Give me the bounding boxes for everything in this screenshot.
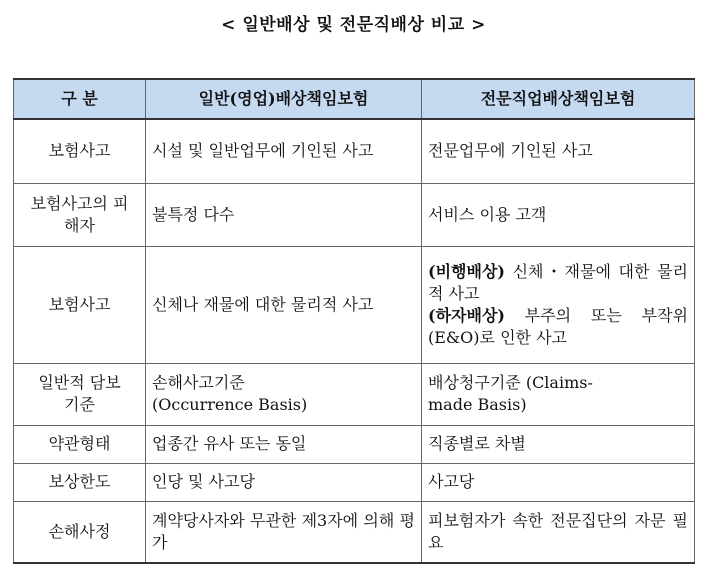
header-general-liability: 일반(영업)배상책임보험	[146, 79, 422, 119]
row-category	[14, 363, 146, 425]
row-professional: 직종별로 차별	[422, 425, 695, 463]
row-professional	[422, 246, 695, 363]
row-category: 보험사고	[14, 119, 146, 183]
row-category-text: 일반적 담보기준	[38, 373, 121, 414]
damage-type-text: 신체・재물에 대한 물리적 사고	[428, 261, 688, 303]
damage-type-label: (비행배상)	[428, 261, 505, 281]
table-row	[14, 183, 695, 246]
row-general: 시설 및 일반업무에 기인된 사고	[146, 119, 422, 183]
table-row	[14, 501, 695, 563]
row-general: 신체나 재물에 대한 물리적 사고	[146, 246, 422, 363]
table-row	[14, 246, 695, 363]
document-title: < 일반배상 및 전문직배상 비교 >	[221, 15, 486, 35]
row-category: 보상한도	[14, 463, 146, 501]
defect-type-text: 부주의 또는 부작위(E&O)로 인한 사고	[428, 305, 688, 347]
row-category: 손해사정	[14, 501, 146, 563]
defect-type-label: (하자배상)	[428, 305, 505, 325]
table-header-row	[14, 79, 695, 119]
row-category-text: 보험사고의 피해자	[30, 193, 129, 235]
table-row	[14, 363, 695, 425]
row-professional: 전문업무에 기인된 사고	[422, 119, 695, 183]
comparison-table	[13, 78, 695, 564]
row-general	[146, 363, 422, 425]
row-general: 불특정 다수	[146, 183, 422, 246]
row-professional	[422, 363, 695, 425]
table-row	[14, 425, 695, 463]
row-category: 보험사고	[14, 246, 146, 363]
row-professional-text: 배상청구기준 (Claims-made Basis)	[428, 373, 593, 414]
row-professional: 사고당	[422, 463, 695, 501]
row-professional: 서비스 이용 고객	[422, 183, 695, 246]
header-category: 구 분	[14, 79, 146, 119]
row-category: 약관형태	[14, 425, 146, 463]
row-category	[14, 183, 146, 246]
header-professional-liability: 전문직업배상책임보험	[422, 79, 695, 119]
table-row	[14, 463, 695, 501]
row-general-text: 손해사고기준 (Occurrence Basis)	[152, 373, 308, 414]
row-general: 인당 및 사고당	[146, 463, 422, 501]
row-general: 업종간 유사 또는 동일	[146, 425, 422, 463]
row-professional: 피보험자가 속한 전문집단의 자문 필요	[422, 501, 695, 563]
table-row	[14, 119, 695, 183]
row-general: 계약당사자와 무관한 제3자에 의해 평가	[146, 501, 422, 563]
